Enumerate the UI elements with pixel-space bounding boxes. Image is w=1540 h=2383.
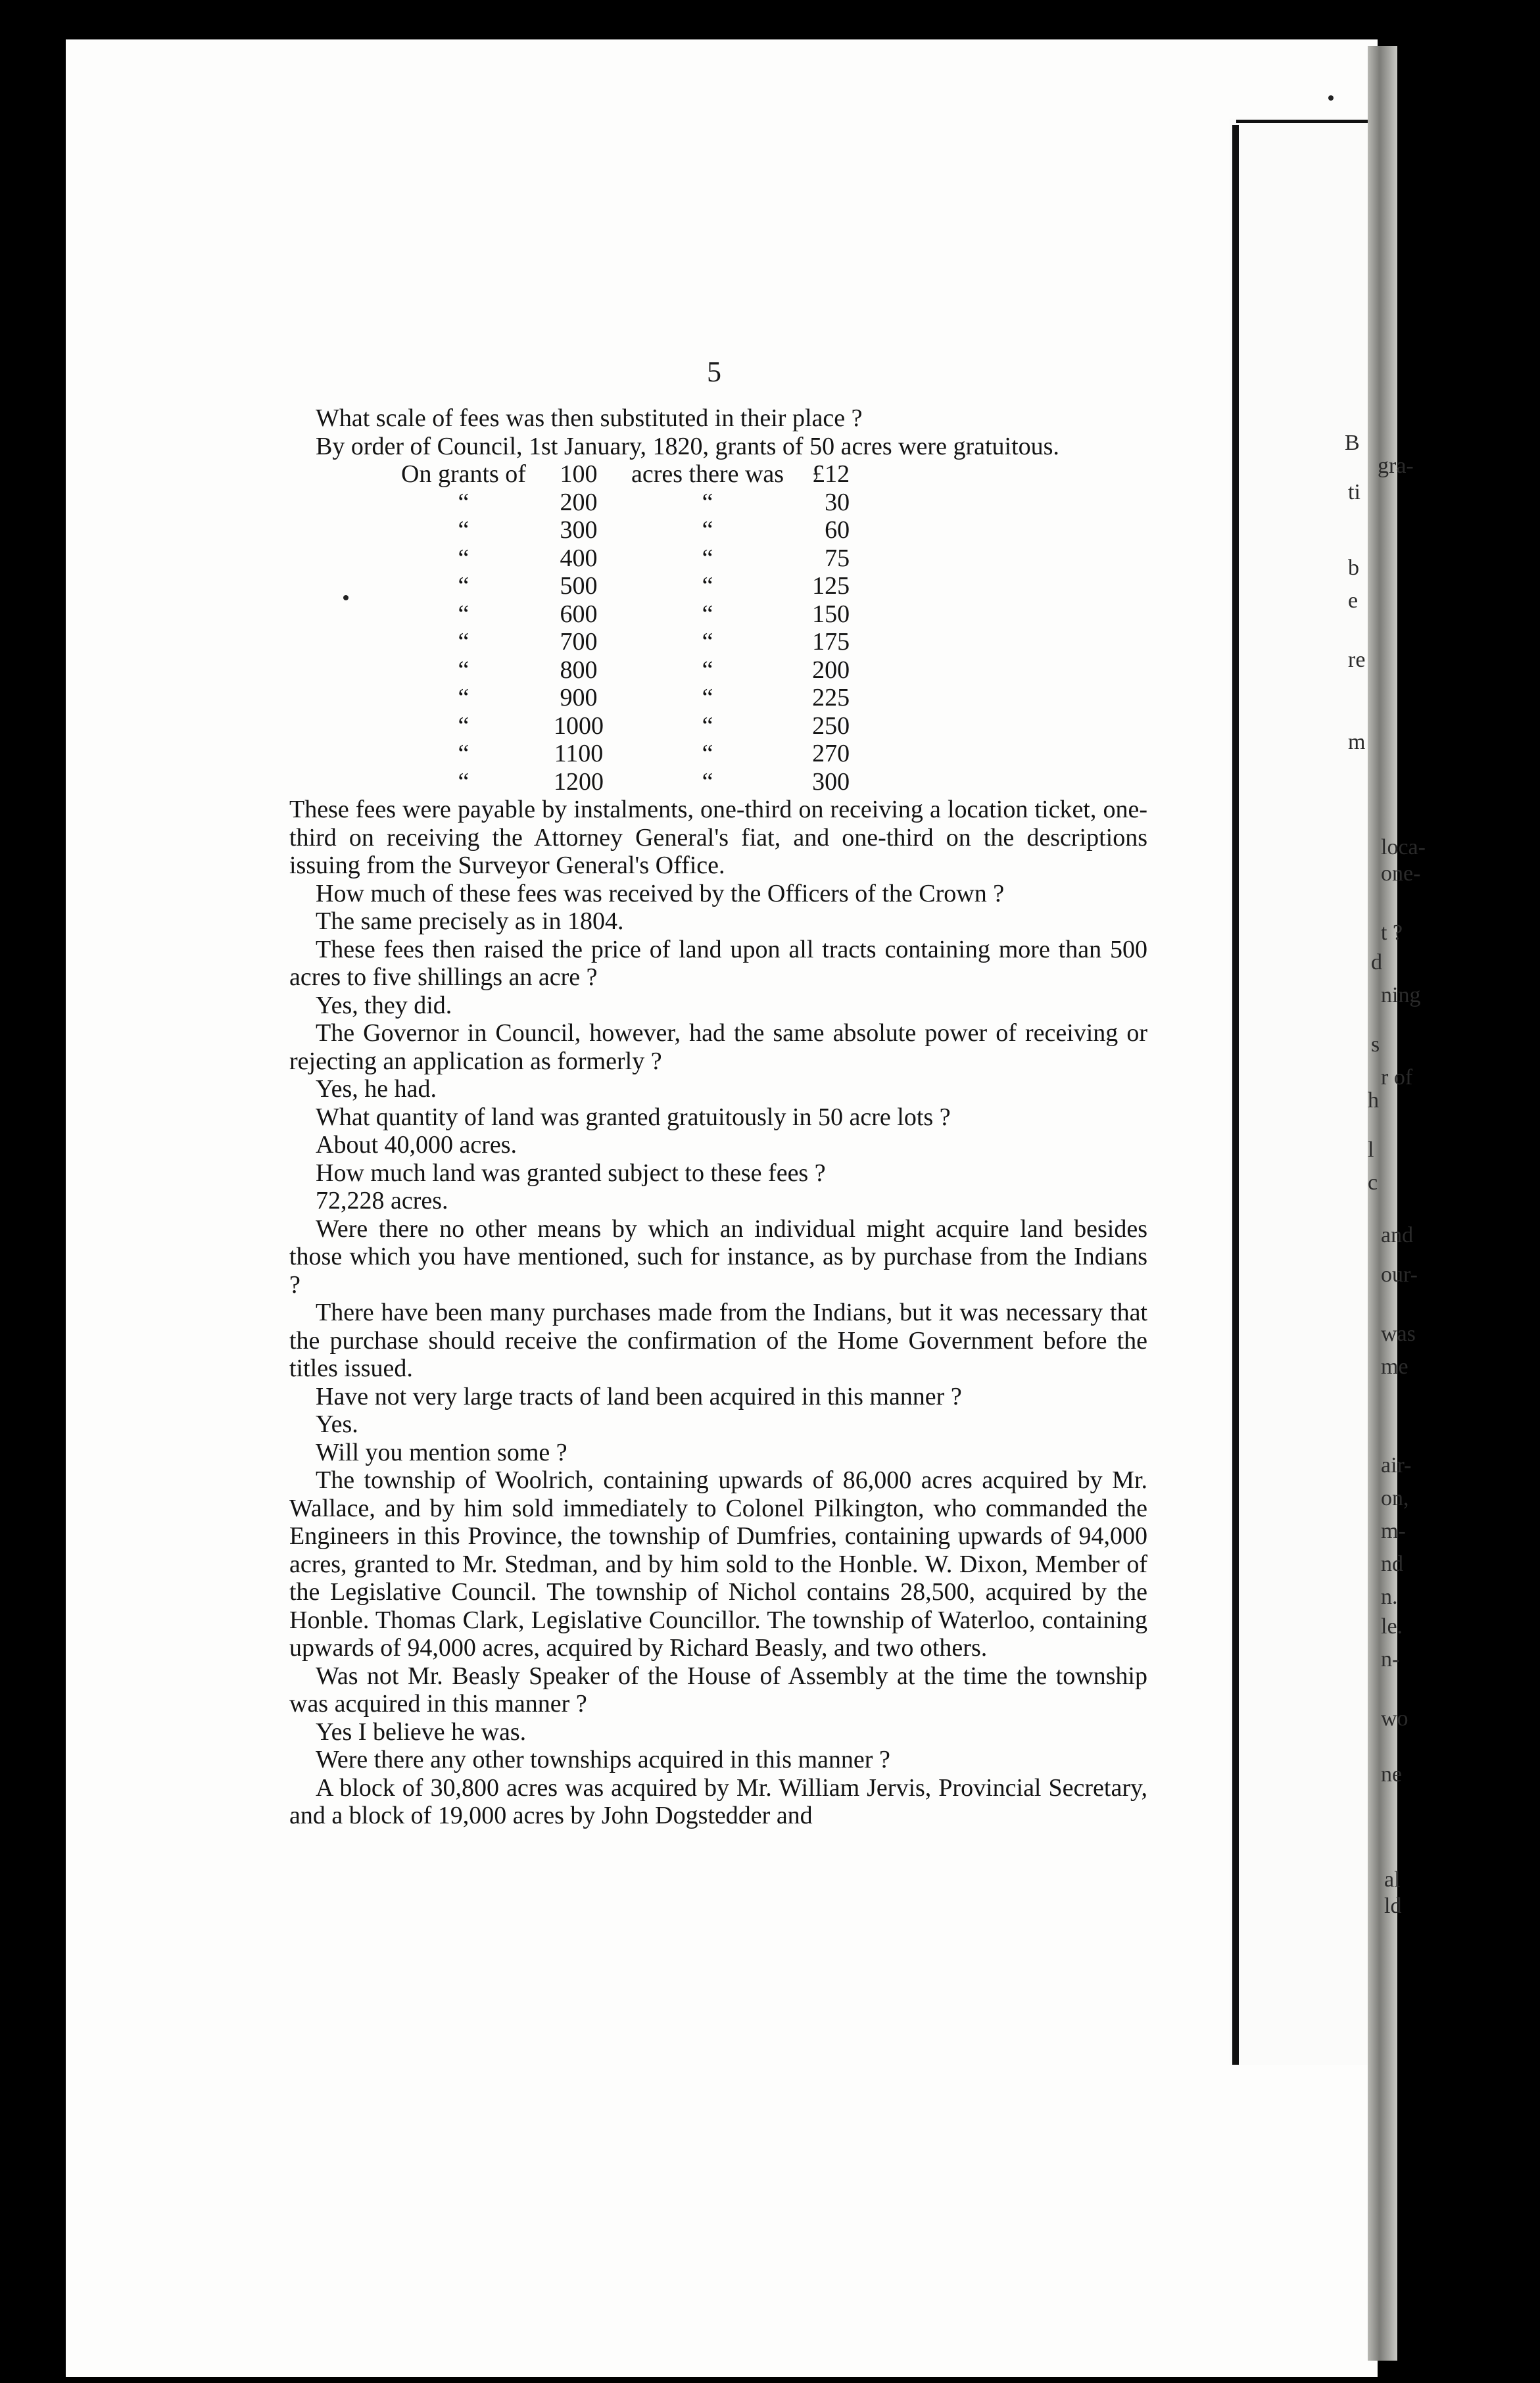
acres-cell: 200 [560,488,598,516]
page-edge-line [1232,125,1239,2065]
facing-page-fragment: B [1345,431,1360,455]
fee-table-row [401,740,850,768]
facing-page-fragment: t ? [1381,921,1403,945]
ditto-mark: “ [458,544,469,572]
facing-page-fragment: air- [1381,1453,1412,1478]
acres-cell: 1200 [553,767,604,796]
question-paragraph: These fees then raised the price of land upon all tracts containing more than 500 acres to five shillings an acre ? [289,935,1147,991]
answer-paragraph: Yes, he had. [316,1075,437,1103]
ditto-mark: “ [458,600,469,628]
facing-page-fragment: h [1368,1088,1379,1113]
ditto-mark: “ [702,516,713,544]
fee-table-mid: acres there was [631,460,784,488]
ditto-mark: “ [458,516,469,544]
question-paragraph: What quantity of land was granted gratuitously in 50 acre lots ? [316,1103,951,1131]
acres-cell: 1100 [554,740,604,767]
fee-table-row [401,544,850,573]
answer-paragraph: Yes I believe he was. [316,1718,527,1746]
acres-cell: 600 [560,600,598,628]
ditto-mark: “ [458,684,469,711]
fee-table-row [401,712,850,740]
facing-page-fragment: r of [1381,1065,1413,1090]
fee-cell: 270 [812,740,850,767]
fee-cell: 200 [812,656,850,684]
answer-paragraph: Yes. [316,1410,358,1438]
fee-cell: 250 [812,711,850,740]
text-paragraph: These fees were payable by instalments, one-third on receiving a location ticket, one-third on receiving the Attorney General's fiat, and one-third on the descriptions issuing from the Surveyor General's Office. [289,796,1147,879]
ditto-mark: “ [702,572,713,600]
facing-page-fragment: e [1348,589,1359,613]
facing-page-fragment: loca- [1381,835,1426,859]
ditto-mark: “ [702,628,713,656]
fee-cell: 150 [812,600,850,628]
fee-table-acres: 100 [560,460,598,488]
facing-page-fragment: was [1381,1322,1416,1346]
facing-page-fragment: one- [1381,861,1421,886]
acres-cell: 500 [560,572,598,600]
question-paragraph: Have not very large tracts of land been acquired in this manner ? [316,1382,962,1410]
acres-cell: 400 [560,544,598,572]
ditto-mark: “ [702,684,713,711]
fee-table-row [401,600,850,629]
page-number: 5 [707,356,721,388]
facing-page-fragment: our- [1381,1263,1418,1287]
facing-page-fragment: nd [1381,1552,1403,1576]
fee-cell: 75 [825,544,850,572]
question-paragraph: Were there no other means by which an individual might acquire land besides those which you have mentioned, such for instance, as by purchase from the Indians ? [289,1215,1147,1299]
paragraphs-before-table [289,404,1147,460]
fee-scale-table [401,460,850,796]
facing-page-strip [1230,118,1374,2065]
fee-cell: 125 [812,572,850,600]
facing-page-fragment: d [1371,950,1382,975]
acres-cell: 300 [560,516,598,544]
facing-page-fragment: and [1381,1223,1414,1247]
answer-paragraph: A block of 30,800 acres was acquired by Mr. William Jervis, Provincial Secretary, and a block of 19,000 acres by John Dogstedder and [289,1773,1147,1829]
ditto-mark: “ [458,740,469,767]
facing-page-fragment: s [1371,1032,1380,1057]
question-paragraph: How much land was granted subject to these fees ? [316,1159,826,1187]
fee-table-row [401,516,850,544]
question-paragraph: Were there any other townships acquired in this manner ? [316,1746,890,1773]
page-body [289,404,1147,1830]
fee-table-prefix: On grants of [401,460,526,488]
ditto-mark: “ [702,767,713,796]
question-paragraph: Was not Mr. Beasly Speaker of the House of Assembly at the time the township was acquired in this manner ? [289,1662,1147,1718]
facing-page-fragment: b [1348,556,1359,580]
facing-page-fragment: n- [1381,1647,1400,1672]
question-paragraph: Will you mention some ? [316,1438,567,1466]
ditto-mark: “ [458,572,469,600]
facing-page-fragment: ld [1384,1894,1402,1918]
answer-paragraph: The same precisely as in 1804. [316,907,624,935]
fee-table-row [401,684,850,712]
fee-table-header-row [401,460,850,489]
ditto-mark: “ [702,488,713,516]
fee-table-row [401,572,850,600]
facing-page-fragment: re [1348,648,1366,672]
question-paragraph: How much of these fees was received by the Officers of the Crown ? [316,879,1005,907]
facing-page-fragment: m [1348,730,1366,754]
answer-paragraph: 72,228 acres. [316,1187,448,1215]
acres-cell: 900 [560,684,598,711]
answer-paragraph: By order of Council, 1st January, 1820, grants of 50 acres were gratuitous. [316,432,1059,460]
facing-page-fragment: le. [1381,1614,1403,1639]
fee-cell: 225 [812,684,850,711]
answer-paragraph: Yes, they did. [316,991,452,1019]
acres-cell: 800 [560,656,598,684]
fee-table-fee: £12 [812,460,850,488]
ditto-mark: “ [458,711,469,740]
facing-page-fragment: c [1368,1170,1378,1195]
ditto-mark: “ [458,656,469,684]
fee-table-row [401,489,850,517]
answer-paragraph: About 40,000 acres. [316,1131,517,1159]
fee-table-row [401,656,850,685]
acres-cell: 700 [560,628,598,656]
facing-page-fragment: gra- [1378,454,1414,478]
question-paragraph: The Governor in Council, however, had the same absolute power of receiving or rejecting an application as formerly ? [289,1019,1147,1075]
facing-page-fragment: ning [1381,983,1421,1007]
page-edge-top-rule [1236,120,1374,123]
answer-paragraph: There have been many purchases made from the Indians, but it was necessary that the purchase should receive the confirmation of the Home Government before the titles issued. [289,1299,1147,1382]
ditto-mark: “ [702,711,713,740]
facing-page-fragment: wo [1381,1706,1408,1731]
fee-cell: 30 [825,488,850,516]
fee-table-row [401,628,850,656]
ditto-mark: “ [702,656,713,684]
facing-page-fragment: ne [1381,1762,1403,1787]
facing-page-fragment: ti [1348,480,1360,504]
ditto-mark: “ [458,767,469,796]
paragraphs-after-table [289,796,1147,1830]
acres-cell: 1000 [553,711,604,740]
facing-page-fragment: n. [1381,1585,1398,1609]
ditto-mark: “ [702,740,713,767]
facing-page-fragment: al [1384,1867,1401,1892]
ditto-mark: “ [458,628,469,656]
ditto-mark: “ [458,488,469,516]
fee-table-row [401,768,850,796]
ditto-mark: “ [702,600,713,628]
facing-page-fragment: on, [1381,1486,1409,1510]
question-paragraph: What scale of fees was then substituted in their place ? [316,404,863,432]
fee-cell: 300 [812,767,850,796]
fee-cell: 60 [825,516,850,544]
speck [1328,95,1334,101]
facing-page-fragment: m- [1381,1519,1406,1543]
facing-page-fragment: me [1381,1355,1408,1379]
facing-page-fragment: l [1368,1138,1374,1162]
ditto-mark: “ [702,544,713,572]
answer-paragraph: The township of Woolrich, containing upwards of 86,000 acres acquired by Mr. Wallace, and by him sold immediately to Colonel Pilkington, who commanded the Engineers in this Province, the township of Dumfries, containing upwards of 94,000 acres, granted to Mr. Stedman, and by him sold to the Honble. W. Dixon, Member of the Legislative Council. The township of Nichol contains 28,500, acquired by the Honble. Thomas Clark, Legislative Councillor. The township of Waterloo, containing upwards of 94,000 acres, acquired by Richard Beasly, and two others. [289,1466,1147,1662]
fee-cell: 175 [812,628,850,656]
